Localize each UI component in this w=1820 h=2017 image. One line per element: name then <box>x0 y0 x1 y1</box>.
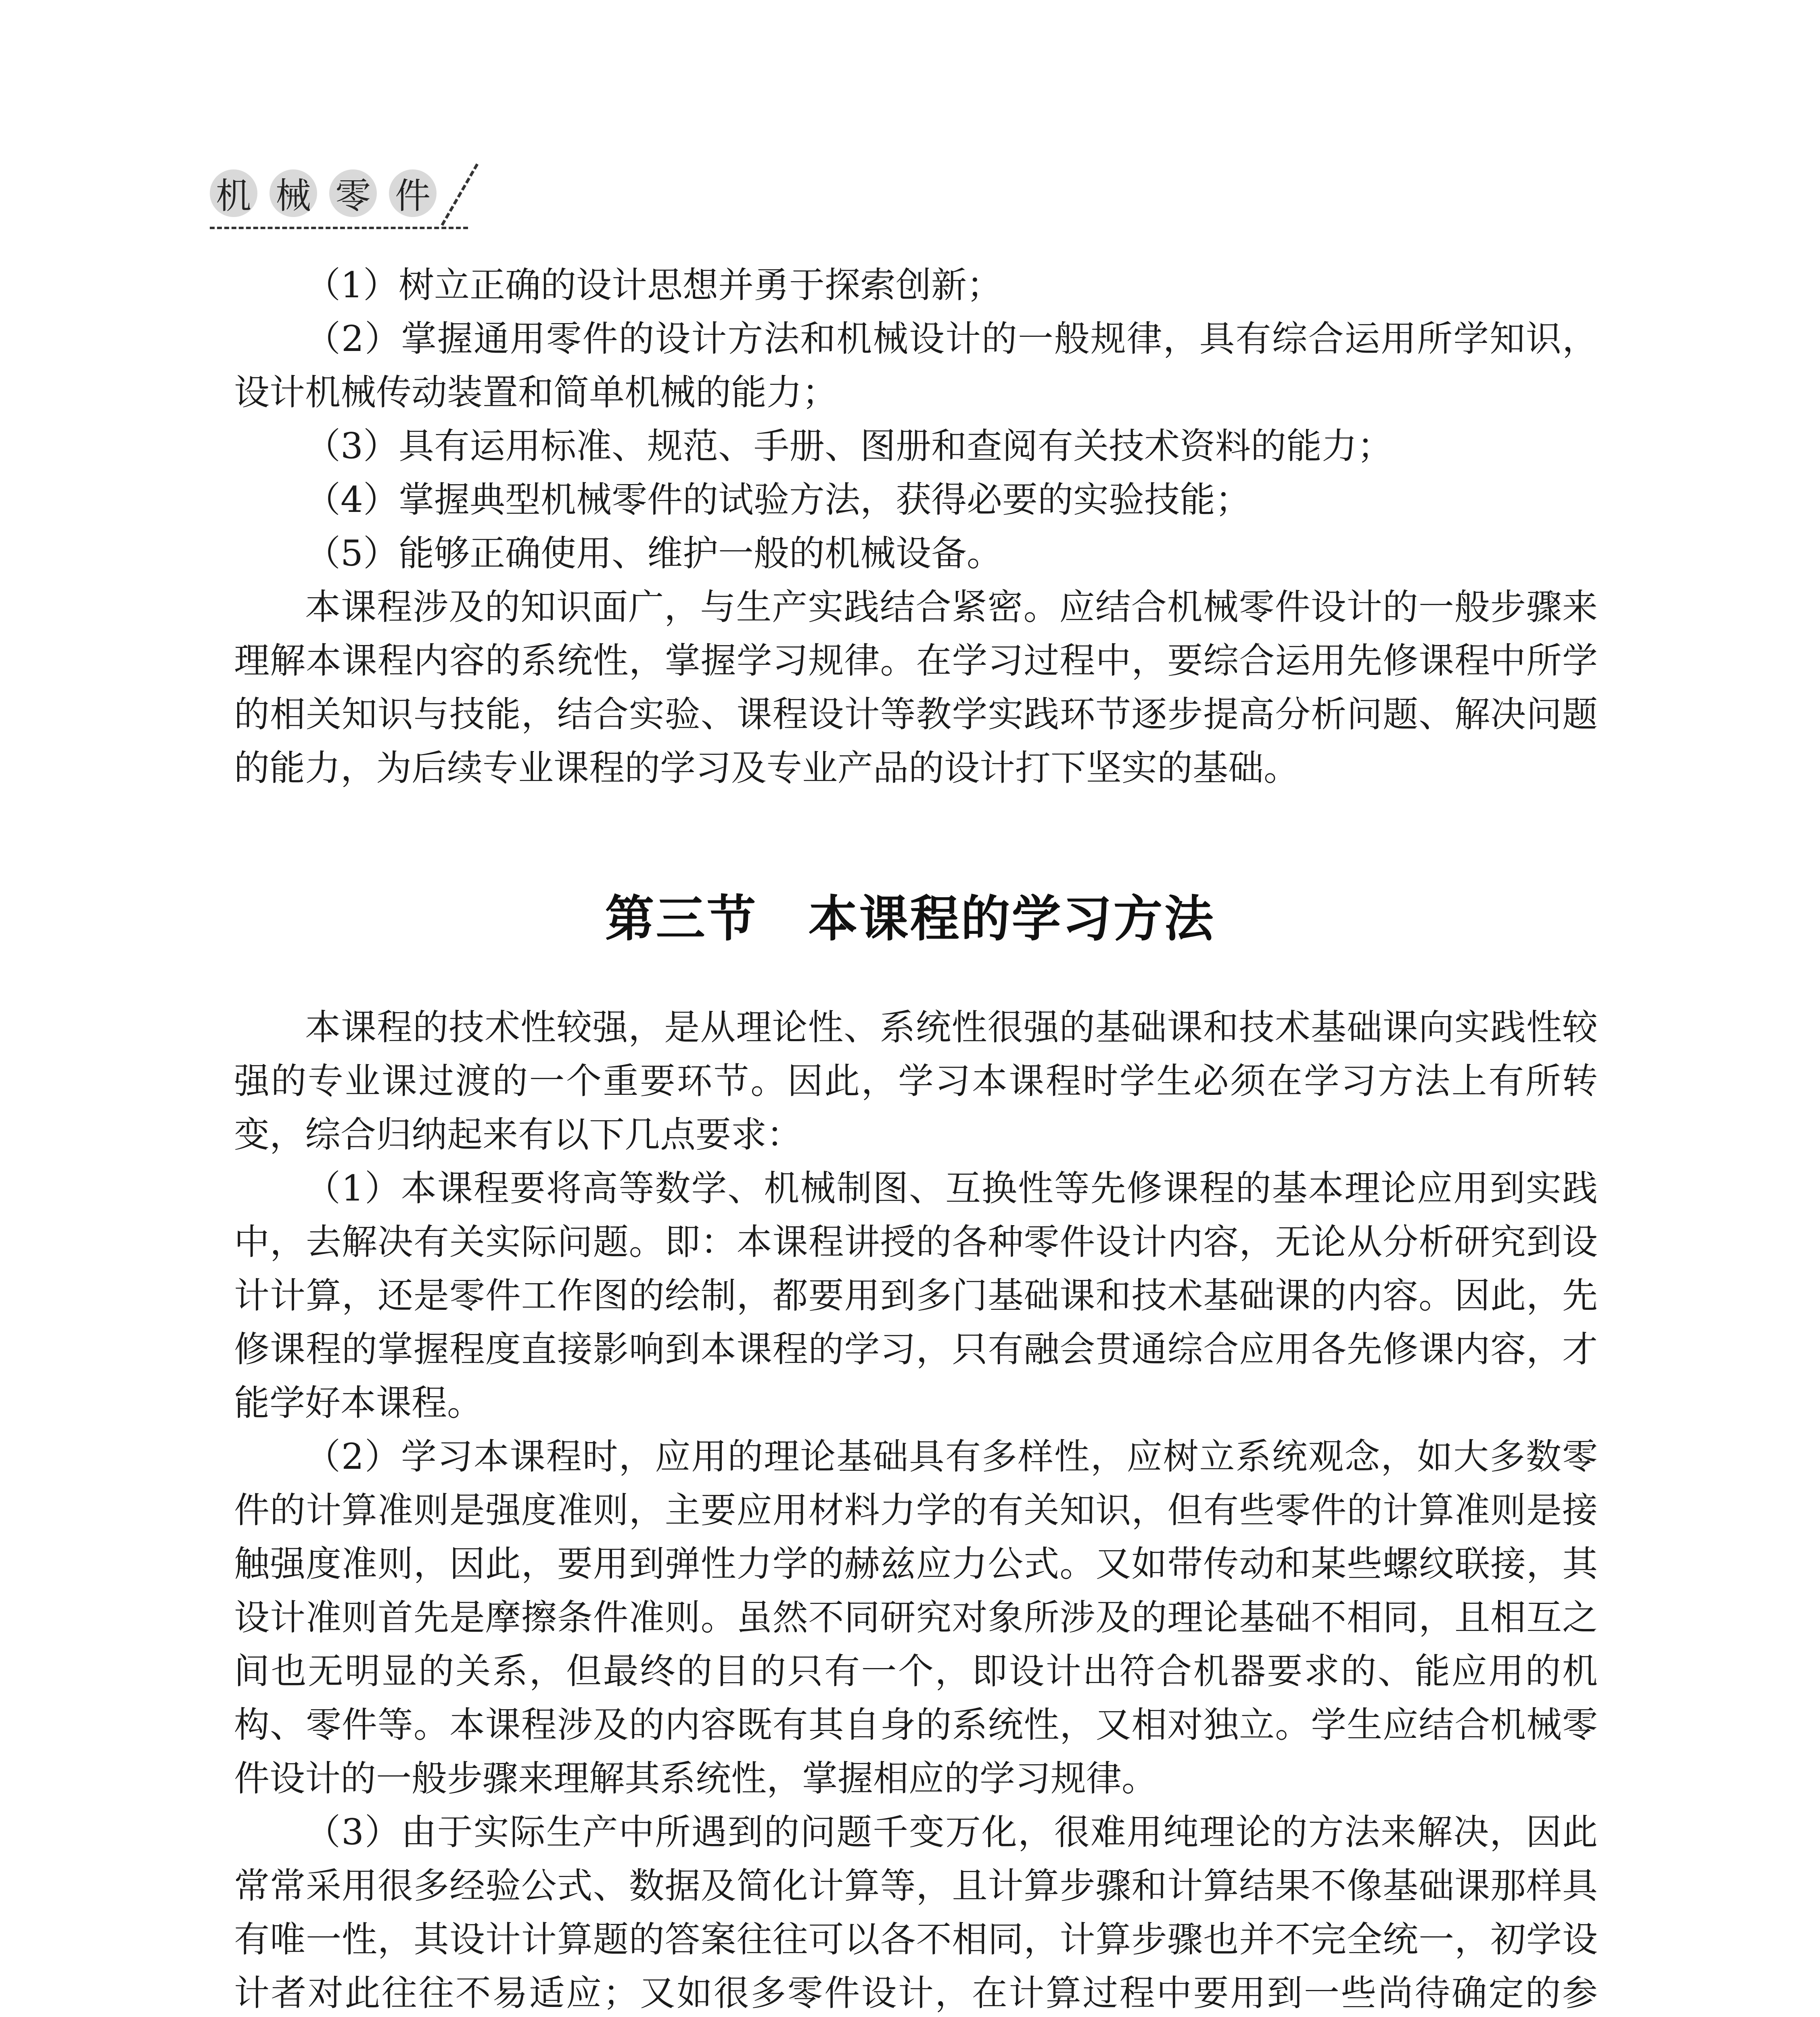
course-summary-paragraph: 本课程涉及的知识面广，与生产实践结合紧密。应结合机械零件设计的一般步骤来理解本课程内容的系统性，掌握学习规律。在学习过程中，要综合运用先修课程中所学的相关知识与技能，结合实验、课程设计等教学实践环节逐步提高分析问题、解决问题的能力，为后续专业课程的学习及专业产品的设计打下坚实的基础。 <box>234 586 1598 789</box>
objective-1: （1）树立正确的设计思想并勇于探索创新； <box>305 264 1002 306</box>
objective-4: （4）掌握典型机械零件的试验方法，获得必要的实验技能； <box>305 479 1251 520</box>
method-point-2: （2）学习本课程时，应用的理论基础具有多样性，应树立系统观念，如大多数零件的计算准则是强度准则，主要应用材料力学的有关知识，但有些零件的计算准则是接触强度准则，因此，要用到弹性力学的赫兹应力公式。又如带传动和某些螺纹联接，其设计准则首先是摩擦条件准则。虽然不同研究对象所涉及的理论基础不相同，且相互之间也无明显的关系，但最终的目的只有一个，即设计出符合机器要求的、能应用的机构、零件等。本课程涉及的内容既有其自身的系统性，又相对独立。学生应结合机械零件设计的一般步骤来理解其系统性，掌握相应的学习规律。 <box>234 1436 1598 1799</box>
title-char-badge: 机 <box>210 169 257 217</box>
objective-3: （3）具有运用标准、规范、手册、图册和查阅有关技术资料的能力； <box>305 425 1393 467</box>
objective-5: （5）能够正确使用、维护一般的机械设备。 <box>305 532 1002 574</box>
header-dashed-rule <box>210 227 468 229</box>
body-text-bottom <box>234 1000 1598 2017</box>
body-text-top <box>234 258 1598 795</box>
objective-2: （2）掌握通用零件的设计方法和机械设计的一般规律，具有综合运用所学知识，设计机械传动装置和简单机械的能力； <box>234 318 1598 413</box>
book-title-badges <box>210 169 437 217</box>
method-point-3: （3）由于实际生产中所遇到的问题千变万化，很难用纯理论的方法来解决，因此常常采用很多经验公式、数据及简化计算等，且计算步骤和计算结果不像基础课那样具有唯一性，其设计计算题的答案往往可以各不相同，计算步骤也并不完全统一，初学设计者对此往往不易适应；又如很多零件设计，在计算过程中要用到一些尚待确定的参 <box>234 1811 1598 2014</box>
title-char-badge: 零 <box>329 169 377 217</box>
method-intro-paragraph: 本课程的技术性较强，是从理论性、系统性很强的基础课和技术基础课向实践性较强的专业课过渡的一个重要环节。因此，学习本课程时学生必须在学习方法上有所转变，综合归纳起来有以下几点要求： <box>234 1006 1598 1155</box>
header-dashed-slash <box>441 163 481 228</box>
section-title: 第三节 本课程的学习方法 <box>605 890 1215 948</box>
running-header <box>0 0 1820 250</box>
method-point-1: （1）本课程要将高等数学、机械制图、互换性等先修课程的基本理论应用到实践中，去解决有关实际问题。即：本课程讲授的各种零件设计内容，无论从分析研究到设计计算，还是零件工作图的绘制，都要用到多门基础课和技术基础课的内容。因此，先修课程的掌握程度直接影响到本课程的学习，只有融会贯通综合应用各先修课内容，才能学好本课程。 <box>234 1167 1598 1424</box>
title-char-badge: 件 <box>389 169 437 217</box>
title-char-badge: 械 <box>270 169 317 217</box>
